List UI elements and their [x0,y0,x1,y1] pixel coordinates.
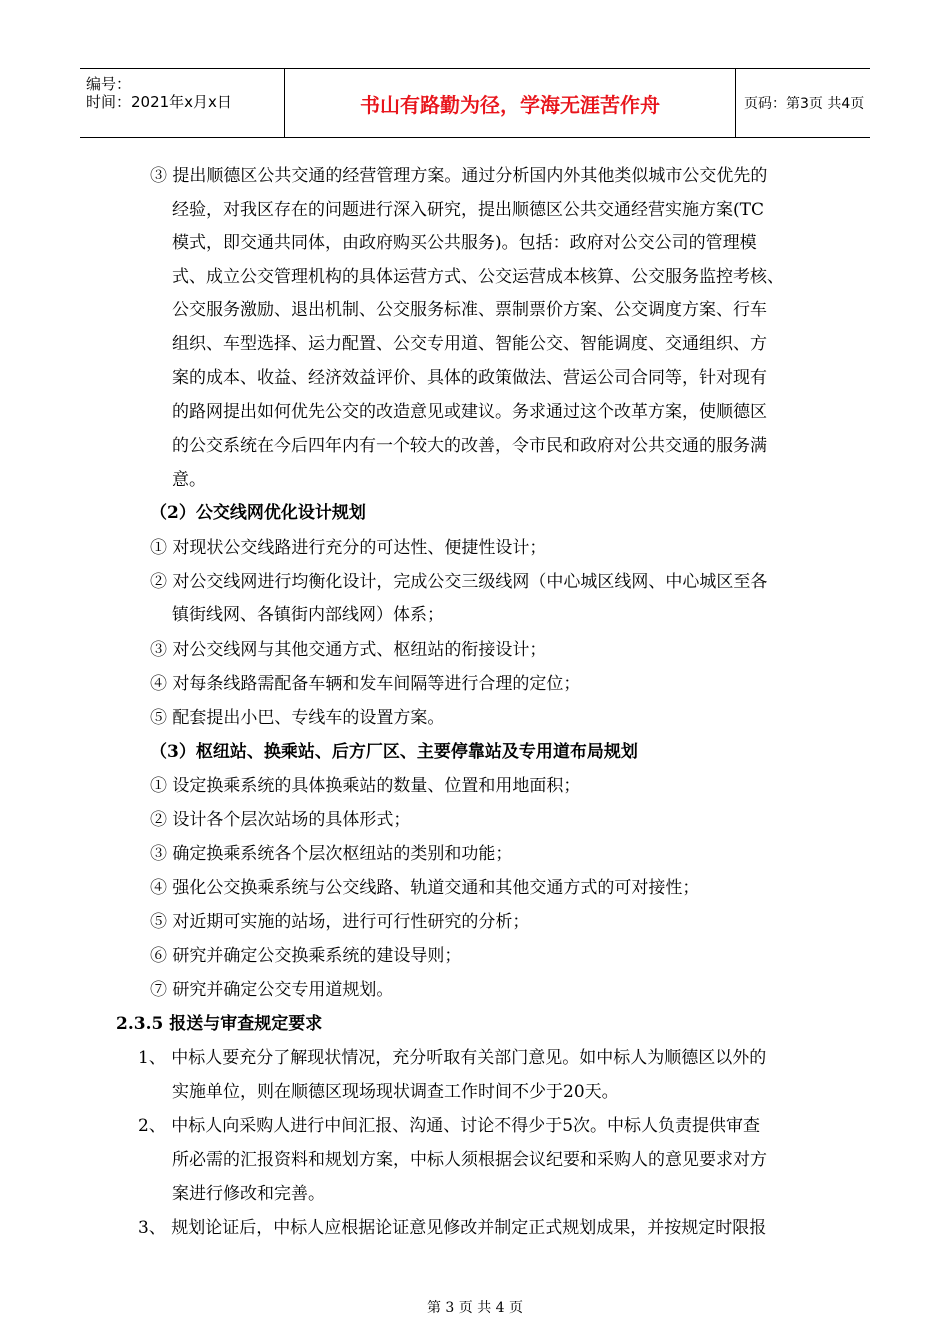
body-line: 公交服务激励、退出机制、公交服务标准、票制票价方案、公交调度方案、行车 [172,300,767,320]
list-item: ④ 对每条线路需配备车辆和发车间隔等进行合理的定位； [150,674,581,694]
section-heading: （3）枢纽站、换乘站、后方厂区、主要停靠站及专用道布局规划 [150,742,638,762]
list-item: ③ 对公交线网与其他交通方式、枢纽站的衔接设计； [150,640,547,660]
list-item: 2、 中标人向采购人进行中间汇报、沟通、讨论不得少于5次。中标人负责提供审查 [138,1116,761,1136]
body-line: ③ 提出顺德区公共交通的经营管理方案。通过分析国内外其他类似城市公交优先的 [150,166,768,186]
body-line: 经验，对我区存在的问题进行深入研究，提出顺德区公共交通经营实施方案(TC [172,200,764,220]
header-middle-cell [285,69,736,137]
section-heading: 2.3.5 报送与审查规定要求 [116,1014,323,1034]
list-item: ⑦ 研究并确定公交专用道规划。 [150,980,394,1000]
list-item-continuation: 镇街线网、各镇街内部线网）体系； [172,605,444,625]
body-line: 意。 [172,470,206,490]
header-left-cell [80,69,285,137]
body-line: 案的成本、收益、经济效益评价、具体的政策做法、营运公司合同等，针对现有 [172,368,767,388]
body-line: 模式，即交通共同体，由政府购买公共服务)。包括：政府对公交公司的管理模 [172,233,757,253]
list-item: 1、 中标人要充分了解现状情况，充分听取有关部门意见。如中标人为顺德区以外的 [138,1048,767,1068]
list-item-continuation: 所必需的汇报资料和规划方案，中标人须根据会议纪要和采购人的意见要求对方 [172,1150,767,1170]
list-item-continuation: 实施单位，则在顺德区现场现状调查工作时间不少于20天。 [172,1082,619,1102]
list-item: ④ 强化公交换乘系统与公交线路、轨道交通和其他交通方式的可对接性； [150,878,700,898]
list-item: ① 对现状公交线路进行充分的可达性、便捷性设计； [150,538,547,558]
header-page-label: 页码：第3页 共4页 [744,96,865,112]
list-item: ⑤ 配套提出小巴、专线车的设置方案。 [150,708,445,728]
body-line: 的公交系统在今后四年内有一个较大的改善，令市民和政府对公共交通的服务满 [172,436,767,456]
page-footer: 第 3 页 共 4 页 [426,1300,524,1316]
list-item: ⑥ 研究并确定公交换乘系统的建设导则； [150,946,462,966]
list-item-continuation: 案进行修改和完善。 [172,1184,325,1204]
list-item: ⑤ 对近期可实施的站场，进行可行性研究的分析； [150,912,530,932]
list-item: 3、 规划论证后，中标人应根据论证意见修改并制定正式规划成果，并按规定时限报 [138,1218,767,1238]
body-line: 的路网提出如何优先公交的改造意见或建议。务求通过这个改革方案，使顺德区 [172,402,767,422]
document-date-label: 时间：2021年x月x日 [86,93,232,111]
list-item: ① 设定换乘系统的具体换乘站的数量、位置和用地面积； [150,776,581,796]
header-motto: 书山有路勤为径，学海无涯苦作舟 [360,93,660,117]
list-item: ② 设计各个层次站场的具体形式； [150,810,411,830]
list-item: ③ 确定换乘系统各个层次枢纽站的类别和功能； [150,844,513,864]
page-header [80,68,870,138]
body-line: 组织、车型选择、运力配置、公交专用道、智能公交、智能调度、交通组织、方 [172,334,767,354]
list-item: ② 对公交线网进行均衡化设计，完成公交三级线网（中心城区线网、中心城区至各 [150,572,768,592]
document-number-label: 编号： [86,75,132,93]
section-heading: （2）公交线网优化设计规划 [150,503,366,523]
body-line: 式、成立公交管理机构的具体运营方式、公交运营成本核算、公交服务监控考核、 [172,267,784,287]
header-right-cell [736,69,870,137]
